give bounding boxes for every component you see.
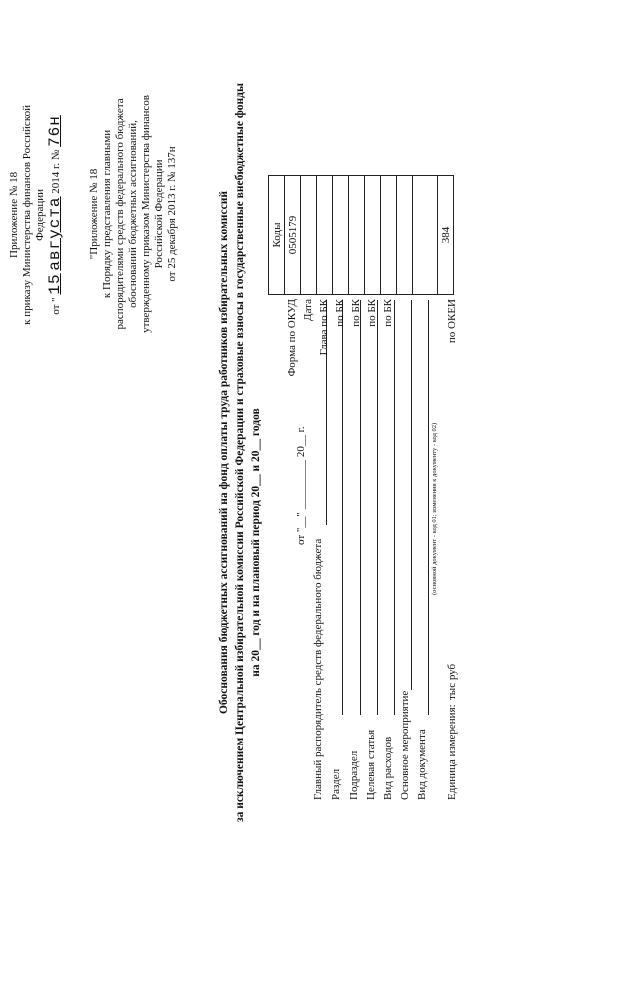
appendix-procedure-date: от 25 декабря 2013 г. № 137н xyxy=(166,146,178,282)
document-title-line2: за исключением Центральной избирательной комиссии Российской Федерации и страховые взносы в государственные внебюджетные фонды xyxy=(234,83,246,822)
field-chief-manager: Главный распорядитель средств федерального бюджета xyxy=(312,538,324,800)
appendix-procedure-line: утвержденному приказом Министерства финансов xyxy=(140,95,152,333)
field-document-type: Вид документа xyxy=(416,729,428,800)
codes-header: Коды xyxy=(269,176,285,295)
label-bk: по БК xyxy=(382,299,394,327)
label-bk: по БК xyxy=(350,299,362,327)
appendix-order-block xyxy=(8,105,63,325)
appendix-procedure-line: к Порядку представления главными xyxy=(101,129,113,299)
appendix-procedure-block xyxy=(88,95,179,333)
field-expense-type-line xyxy=(394,300,395,715)
code-empty[interactable] xyxy=(413,176,438,295)
document-title-line3: на 20__ год и на плановый период 20__ и 20__ годов xyxy=(250,408,262,677)
document-type-note: (основной документ - код 01; изменения к документу - код 02) xyxy=(431,422,438,595)
date-day-handwritten: 15 xyxy=(46,273,64,295)
date-number-handwritten: 76н xyxy=(46,115,64,147)
code-bk-subsection[interactable] xyxy=(349,176,365,295)
code-chapter-bk[interactable] xyxy=(317,176,333,295)
date-month-handwritten: августа xyxy=(46,196,64,271)
appendix-procedure-number: "Приложение № 18 xyxy=(88,168,100,260)
code-okud: 0505179 xyxy=(285,176,301,295)
field-subsection: Подраздел xyxy=(348,750,360,800)
code-okei: 384 xyxy=(438,176,454,295)
label-okud: Форма по ОКУД xyxy=(286,299,298,377)
field-expense-type: Вид расходов xyxy=(382,736,394,800)
field-main-event: Основное мероприятие xyxy=(399,690,411,800)
code-bk-target[interactable] xyxy=(365,176,381,295)
codes-table xyxy=(268,175,454,295)
unit-value: тыс руб xyxy=(446,663,458,700)
appendix-order-number: Приложение № 18 xyxy=(8,171,20,258)
label-chapter-bk: Глава по БК xyxy=(318,299,330,356)
code-empty[interactable] xyxy=(397,176,413,295)
appendix-procedure-line: Российской Федерации xyxy=(153,159,165,269)
appendix-order-ministry: к приказу Министерства финансов Российской xyxy=(21,105,33,325)
appendix-procedure-line: обоснований бюджетных ассигнований, xyxy=(127,120,139,308)
field-document-type-line xyxy=(428,300,429,715)
field-main-event-line xyxy=(411,300,412,690)
label-okei: по ОКЕИ xyxy=(446,299,458,344)
appendix-order-date: от " 15 августа 2014 г. № 76н xyxy=(46,115,64,315)
field-target-article: Целевая статья xyxy=(365,729,377,800)
code-bk-section[interactable] xyxy=(333,176,349,295)
label-bk: по БК xyxy=(366,299,378,327)
document-title-line1: Обоснования бюджетных ассигнований на фонд оплаты труда работников избирательных комиссий xyxy=(218,191,230,715)
code-bk-expense[interactable] xyxy=(381,176,397,295)
code-date[interactable] xyxy=(301,176,317,295)
appendix-order-federation: Федерации xyxy=(34,188,46,241)
label-date: Дата xyxy=(302,299,314,321)
appendix-procedure-line: распорядителями средств федерального бюджета xyxy=(114,98,126,330)
document-date-line: от "__" _________ 20__ г. xyxy=(295,426,307,545)
field-section: Раздел xyxy=(330,768,342,800)
unit-label: Единица измерения: xyxy=(446,704,458,800)
label-bk: по БК xyxy=(334,299,346,327)
